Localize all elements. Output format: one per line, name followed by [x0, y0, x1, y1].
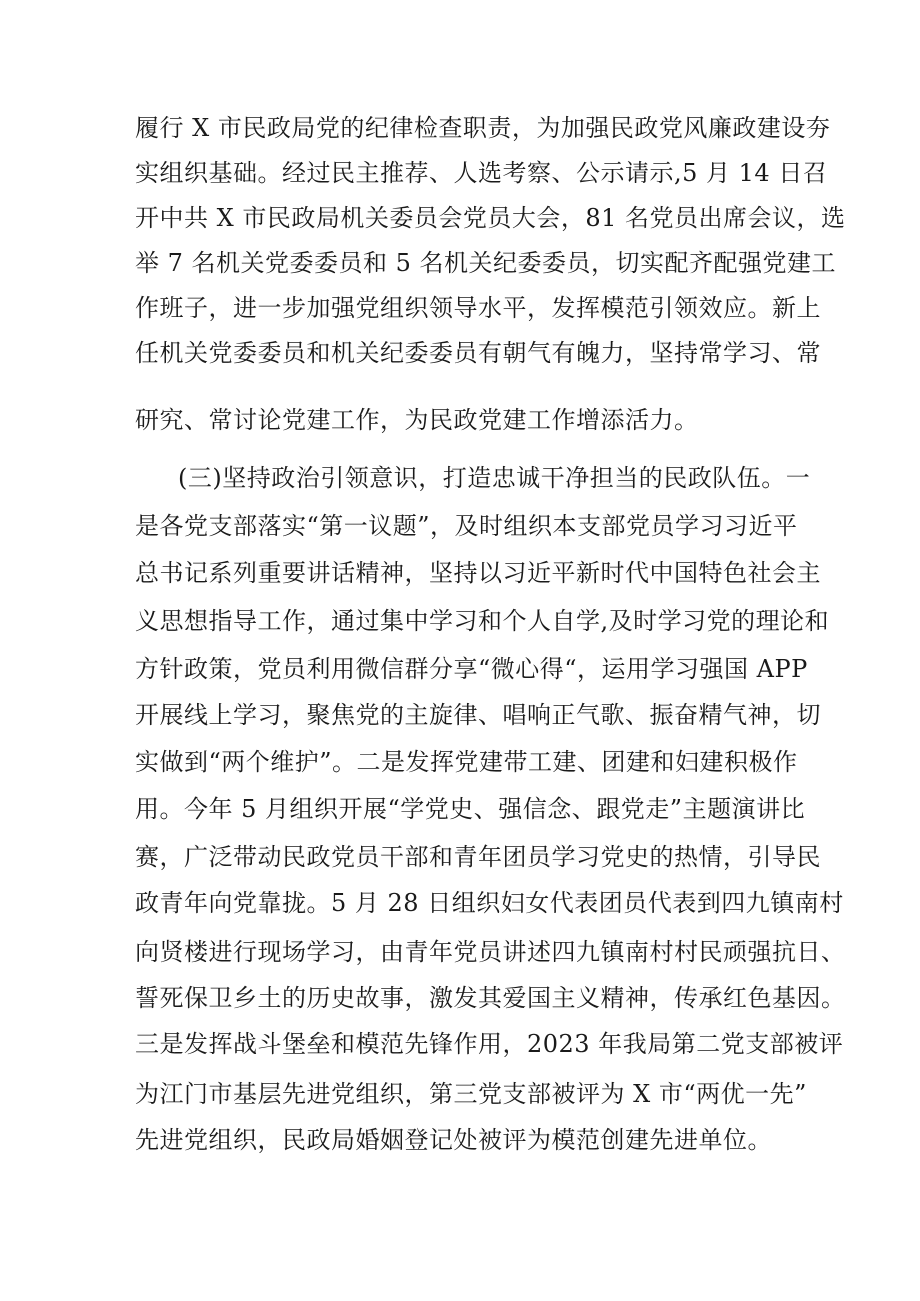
paragraph-2-line-2: 是各党支部落实“第一议题”，及时组织本支部党员学习习近平 — [135, 512, 798, 540]
paragraph-2-line-3: 总书记系列重要讲话精神，坚持以习近平新时代中国特色社会主 — [135, 559, 821, 587]
paragraph-2-line-1: (三)坚持政治引领意识，打造忠诚干净担当的民政队伍。一 — [178, 464, 811, 492]
paragraph-1-line-7: 研究、常讨论党建工作，为民政党建工作增添活力。 — [135, 406, 699, 434]
paragraph-2-line-13: 三是发挥战斗堡垒和模范先锋作用，2023 年我局第二党支部被评 — [135, 1030, 844, 1058]
paragraph-2-line-14: 为江门市基层先进党组织，第三党支部被评为 X 市“两优一先” — [135, 1080, 807, 1108]
paragraph-2-line-11: 向贤楼进行现场学习，由青年党员讲述四九镇南村村民顽强抗日、 — [135, 938, 846, 966]
paragraph-1-line-3: 开中共 X 市民政局机关委员会党员大会，81 名党员出席会议，选 — [135, 204, 846, 232]
paragraph-2-line-8: 用。今年 5 月组织开展“学党史、强信念、跟党走”主题演讲比 — [135, 795, 806, 823]
paragraph-2-line-4: 义思想指导工作，通过集中学习和个人自学,及时学习党的理论和 — [135, 607, 830, 635]
paragraph-1-line-1: 履行 X 市民政局党的纪律检查职责，为加强民政党风廉政建设夯 — [135, 114, 831, 142]
paragraph-2-line-5: 方针政策，党员利用微信群分享“微心得“，运用学习强国 APP — [135, 655, 808, 683]
paragraph-1-line-2: 实组织基础。经过民主推荐、人选考察、公示请示,5 月 14 日召 — [135, 159, 828, 187]
paragraph-1-line-5: 作班子，进一步加强党组织领导水平，发挥模范引领效应。新上 — [135, 294, 821, 322]
paragraph-1-line-6: 任机关党委委员和机关纪委委员有朝气有魄力，坚持常学习、常 — [135, 339, 821, 367]
paragraph-2-line-6: 开展线上学习，聚焦党的主旋律、唱响正气歌、振奋精气神，切 — [135, 701, 821, 729]
paragraph-2-line-7: 实做到“两个维护”。二是发挥党建带工建、团建和妇建积极作 — [135, 748, 798, 776]
paragraph-2-line-12: 誓死保卫乡土的历史故事，激发其爱国主义精神，传承红色基因。 — [135, 984, 846, 1012]
paragraph-2-line-9: 赛，广泛带动民政党员干部和青年团员学习党史的热情，引导民 — [135, 843, 821, 871]
paragraph-2-line-10: 政青年向党靠拢。5 月 28 日组织妇女代表团员代表到四九镇南村 — [135, 889, 844, 917]
paragraph-2-line-15: 先进党组织，民政局婚姻登记处被评为模范创建先进单位。 — [135, 1126, 772, 1154]
paragraph-1-line-4: 举 7 名机关党委委员和 5 名机关纪委委员，切实配齐配强党建工 — [135, 249, 837, 277]
